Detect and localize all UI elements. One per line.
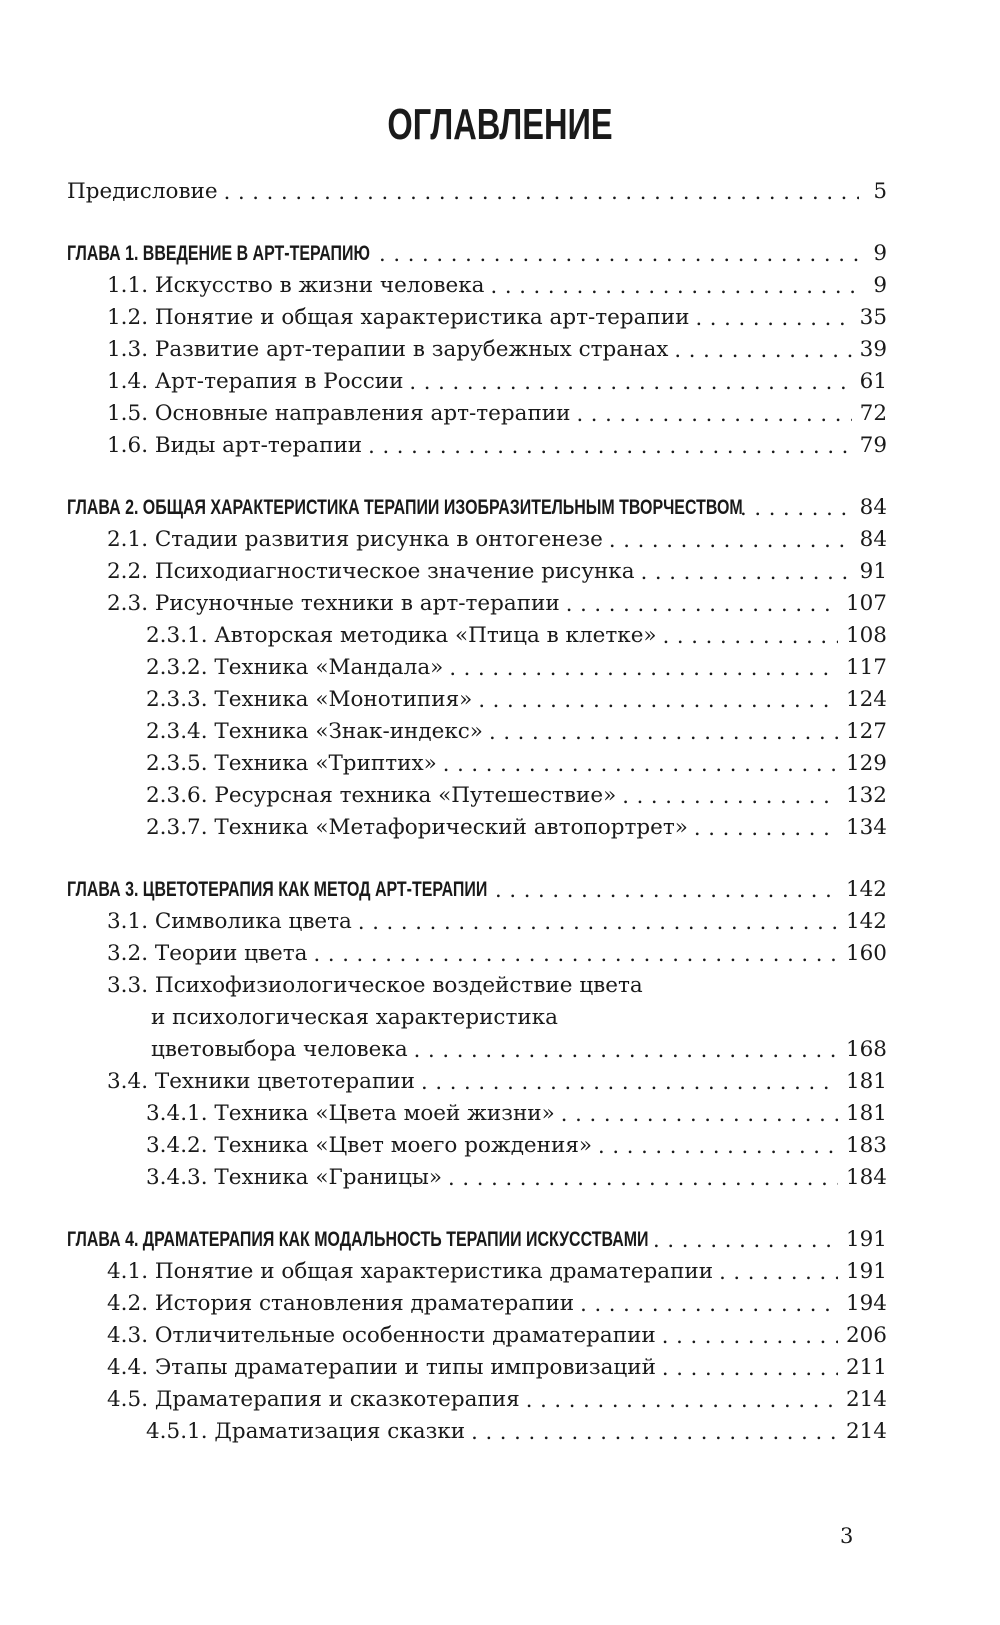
toc-entry	[67, 556, 887, 588]
toc-entry-label: Предисловие	[67, 179, 218, 204]
dot-leader	[674, 334, 851, 366]
toc-entry-label: 4.5. Драматерапия и сказкотерапия	[107, 1387, 520, 1412]
toc-page-number: 142	[845, 909, 887, 934]
toc-entry-label: 3.3. Психофизиологическое воздействие цвета	[107, 973, 643, 998]
dot-leader	[653, 1224, 838, 1256]
toc-page-number: 181	[845, 1069, 887, 1094]
toc-page-number: 214	[845, 1387, 887, 1412]
dot-leader	[598, 1130, 838, 1162]
dot-leader	[358, 906, 838, 938]
toc-entry-label: 2.3.2. Техника «Мандала»	[146, 655, 444, 680]
toc-entry-label: 2.3.5. Техника «Триптих»	[146, 751, 437, 776]
dot-leader	[694, 812, 838, 844]
dot-leader	[580, 1288, 838, 1320]
dot-leader	[526, 1384, 838, 1416]
toc-chapter-title: ГЛАВА 1. ВВЕДЕНИЕ В АРТ-ТЕРАПИЮ	[67, 242, 370, 265]
toc-page-number: 35	[859, 305, 887, 330]
toc-page-number: 124	[845, 687, 887, 712]
toc-page-number: 181	[845, 1101, 887, 1126]
dot-leader	[719, 1256, 838, 1288]
toc-subentry	[67, 1416, 887, 1448]
toc-entry-label: 2.3.6. Ресурсная техника «Путешествие»	[146, 783, 617, 808]
toc-subentry	[67, 1130, 887, 1162]
toc-entry	[67, 906, 887, 938]
toc-page-number: 206	[845, 1323, 887, 1348]
toc-page-number: 107	[845, 591, 887, 616]
toc-entry	[67, 334, 887, 366]
toc-entry-label: 1.4. Арт-терапия в России	[107, 369, 404, 394]
toc-page-number: 184	[845, 1165, 887, 1190]
dot-leader	[443, 748, 838, 780]
dot-leader	[495, 874, 838, 906]
toc-page-number: 61	[859, 369, 887, 394]
toc-entry-line	[107, 1002, 887, 1034]
dot-leader	[421, 1066, 838, 1098]
toc-entry-label-continued: цветовыбора человека	[151, 1037, 408, 1062]
toc-entry-label: 2.1. Стадии развития рисунка в онтогенезе	[107, 527, 603, 552]
toc-entry-label: 3.1. Символика цвета	[107, 909, 352, 934]
toc-page-number: 39	[859, 337, 887, 362]
dot-leader	[695, 302, 851, 334]
page-title: ОГЛАВЛЕНИЕ	[387, 100, 613, 149]
toc-entry-label: 4.5.1. Драматизация сказки	[146, 1419, 466, 1444]
dot-leader	[662, 1320, 838, 1352]
dot-leader	[379, 238, 859, 270]
page-number-footer: 3	[840, 1524, 854, 1548]
dot-leader	[576, 398, 851, 430]
toc-page-number: 160	[845, 941, 887, 966]
toc-page-number: 134	[845, 815, 887, 840]
dot-leader	[414, 1034, 838, 1066]
toc-entry-label: 1.2. Понятие и общая характеристика арт-терапии	[107, 305, 690, 330]
toc-page-number: 183	[845, 1133, 887, 1158]
toc-subentry	[67, 812, 887, 844]
toc-entry-label: 3.4. Техники цветотерапии	[107, 1069, 415, 1094]
toc-page-number: 9	[873, 273, 887, 298]
toc-entry-label: 3.4.3. Техника «Границы»	[146, 1165, 443, 1190]
toc-entry-multiline	[67, 970, 887, 1066]
toc-page-number: 91	[859, 559, 887, 584]
toc-page-number: 117	[845, 655, 887, 680]
toc-entry-label: 4.2. История становления драматерапии	[107, 1291, 575, 1316]
toc-subentry	[67, 780, 887, 812]
toc-entry	[67, 1384, 887, 1416]
toc-entry-label: 1.1. Искусство в жизни человека	[107, 273, 485, 298]
toc-page-number: 191	[845, 1227, 887, 1252]
dot-leader	[471, 1416, 838, 1448]
toc-page-number: 9	[873, 241, 887, 266]
dot-leader	[663, 620, 838, 652]
toc-entry-label: 1.3. Развитие арт-терапии в зарубежных странах	[107, 337, 669, 362]
dot-leader	[561, 1098, 838, 1130]
dot-leader	[566, 588, 838, 620]
toc-chapter-title: ГЛАВА 2. ОБЩАЯ ХАРАКТЕРИСТИКА ТЕРАПИИ ИЗОБРАЗИТЕЛЬНЫМ ТВОРЧЕСТВОМ	[67, 496, 743, 519]
toc-entry	[67, 1256, 887, 1288]
toc-chapter-3	[67, 874, 887, 906]
toc-entry-label: 2.2. Психодиагностическое значение рисунка	[107, 559, 635, 584]
dot-leader	[314, 938, 838, 970]
toc-entry-label: 2.3.4. Техника «Знак-индекс»	[146, 719, 483, 744]
toc-entry-label: 2.3.3. Техника «Монотипия»	[146, 687, 473, 712]
toc-entry-label: 2.3.7. Техника «Метафорический автопортрет»	[146, 815, 688, 840]
toc-subentry	[67, 684, 887, 716]
toc-entry	[67, 270, 887, 302]
toc-entry-label: 3.2. Теории цвета	[107, 941, 308, 966]
toc-page-number: 129	[845, 751, 887, 776]
toc-chapter-4	[67, 1224, 887, 1256]
toc-chapter-title: ГЛАВА 4. ДРАМАТЕРАПИЯ КАК МОДАЛЬНОСТЬ ТЕРАПИИ ИСКУССТВАМИ	[67, 1228, 649, 1251]
toc-page-number: 214	[845, 1419, 887, 1444]
dot-leader	[641, 556, 852, 588]
dot-leader	[478, 684, 838, 716]
toc-page-number: 79	[859, 433, 887, 458]
toc-entry-label: 4.3. Отличительные особенности драматерапии	[107, 1323, 656, 1348]
dot-leader	[740, 492, 852, 524]
toc-entry-label: 1.5. Основные направления арт-терапии	[107, 401, 571, 426]
toc-page-number: 168	[845, 1037, 887, 1062]
toc-entry	[67, 938, 887, 970]
toc-entry-label: 4.1. Понятие и общая характеристика драматерапии	[107, 1259, 714, 1284]
dot-leader	[448, 1162, 838, 1194]
toc-page-number: 5	[873, 179, 887, 204]
toc-subentry	[67, 620, 887, 652]
toc-chapter-1	[67, 238, 887, 270]
dot-leader	[491, 270, 860, 302]
toc-entry	[67, 366, 887, 398]
toc-entry-line	[107, 970, 887, 1002]
toc-entry-label: 2.3. Рисуночные техники в арт-терапии	[107, 591, 560, 616]
toc-page-number: 84	[859, 527, 887, 552]
toc-page-number: 194	[845, 1291, 887, 1316]
toc-page-number: 211	[845, 1355, 887, 1380]
toc-page-number: 84	[859, 495, 887, 520]
table-of-contents	[67, 176, 887, 1448]
toc-entry	[67, 588, 887, 620]
dot-leader	[489, 716, 838, 748]
toc-entry	[67, 430, 887, 462]
toc-page-number: 132	[845, 783, 887, 808]
toc-entry-label: 2.3.1. Авторская методика «Птица в клетке»	[146, 623, 657, 648]
toc-entry	[67, 1320, 887, 1352]
toc-entry-label: 3.4.1. Техника «Цвета моей жизни»	[146, 1101, 555, 1126]
dot-leader	[368, 430, 852, 462]
toc-entry-label-continued: и психологическая характеристика	[151, 1005, 558, 1030]
dot-leader	[662, 1352, 838, 1384]
toc-page-number: 191	[845, 1259, 887, 1284]
toc-subentry	[67, 652, 887, 684]
toc-entry	[67, 1066, 887, 1098]
toc-page-number: 127	[845, 719, 887, 744]
dot-leader	[409, 366, 851, 398]
toc-page-number: 142	[845, 877, 887, 902]
toc-entry	[67, 1352, 887, 1384]
toc-chapter-2	[67, 492, 887, 524]
toc-entry	[67, 1288, 887, 1320]
dot-leader	[449, 652, 838, 684]
toc-subentry	[67, 748, 887, 780]
toc-entry	[67, 524, 887, 556]
toc-page-number: 72	[859, 401, 887, 426]
toc-entry-label: 4.4. Этапы драматерапии и типы импровизаций	[107, 1355, 656, 1380]
toc-entry	[67, 302, 887, 334]
toc-subentry	[67, 1162, 887, 1194]
toc-chapter-title: ГЛАВА 3. ЦВЕТОТЕРАПИЯ КАК МЕТОД АРТ-ТЕРАПИИ	[67, 878, 488, 901]
toc-subentry	[67, 1098, 887, 1130]
dot-leader	[622, 780, 838, 812]
toc-page-number: 108	[845, 623, 887, 648]
dot-leader	[224, 176, 859, 208]
toc-entry-label: 1.6. Виды арт-терапии	[107, 433, 363, 458]
toc-subentry	[67, 716, 887, 748]
toc-entry-line	[107, 1034, 887, 1066]
toc-entry	[67, 398, 887, 430]
dot-leader	[609, 524, 852, 556]
toc-entry-preface	[67, 176, 887, 208]
toc-entry-label: 3.4.2. Техника «Цвет моего рождения»	[146, 1133, 593, 1158]
